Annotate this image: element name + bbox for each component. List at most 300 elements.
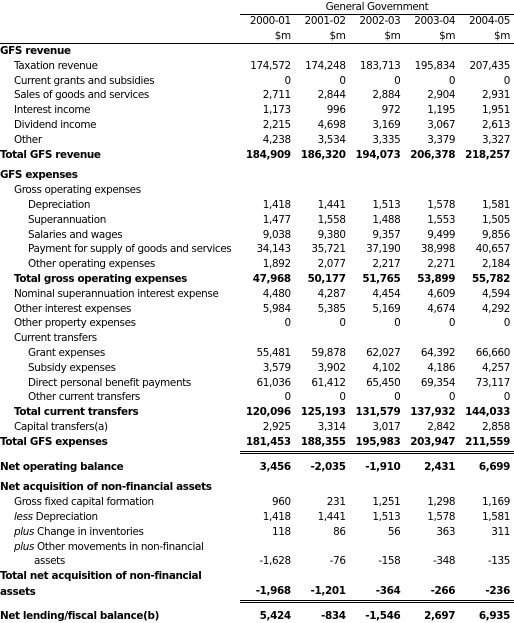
value-cell: -236 bbox=[459, 584, 514, 601]
value-cell: 3,902 bbox=[295, 361, 350, 376]
value-cell bbox=[295, 183, 350, 198]
value-cell bbox=[295, 331, 350, 346]
value-cell: 183,713 bbox=[350, 59, 405, 74]
value-cell: 188,355 bbox=[295, 435, 350, 452]
value-cell: 996 bbox=[295, 103, 350, 118]
row-label bbox=[0, 88, 240, 103]
table-row-total-current-transfers bbox=[0, 405, 514, 420]
value-cell: 4,480 bbox=[240, 287, 295, 302]
row-label bbox=[0, 148, 240, 163]
value-cell bbox=[350, 183, 405, 198]
value-cell: 1,581 bbox=[459, 198, 514, 213]
unit-header: $m bbox=[350, 28, 405, 44]
value-cell: 3,335 bbox=[350, 133, 405, 148]
row-label bbox=[0, 183, 240, 198]
table-row-total-gross-operating bbox=[0, 272, 514, 287]
row-label-text: Gross fixed capital formation bbox=[14, 496, 154, 508]
value-cell: 55,782 bbox=[459, 272, 514, 287]
value-cell: 37,190 bbox=[350, 242, 405, 257]
row-label-text: Gross operating expenses bbox=[14, 184, 141, 196]
row-label-text: Net lending/fiscal balance(b) bbox=[0, 610, 159, 622]
row-label-text: Dividend income bbox=[14, 119, 96, 131]
label-header bbox=[0, 14, 240, 28]
row-label-text: Total current transfers bbox=[14, 406, 138, 418]
value-cell: 9,499 bbox=[404, 228, 459, 243]
row-label bbox=[0, 480, 240, 495]
table-row-total-gfs-expenses bbox=[0, 435, 514, 452]
table-row-other-revenue bbox=[0, 133, 514, 148]
value-cell: 1,578 bbox=[404, 510, 459, 525]
row-label bbox=[0, 198, 240, 213]
value-cell bbox=[404, 569, 459, 584]
value-cell: 1,488 bbox=[350, 213, 405, 228]
value-cell: 181,453 bbox=[240, 435, 295, 452]
row-prefix: plus bbox=[14, 526, 34, 538]
value-cell bbox=[404, 480, 459, 495]
row-label bbox=[0, 168, 240, 183]
value-cell: 0 bbox=[459, 390, 514, 405]
year-header: 2004-05 bbox=[459, 14, 514, 28]
value-cell: -1,546 bbox=[350, 609, 405, 623]
row-label bbox=[0, 361, 240, 376]
value-cell: 6,699 bbox=[459, 460, 514, 475]
table-row-total-net-acq-assets bbox=[0, 584, 514, 601]
value-cell: 55,481 bbox=[240, 346, 295, 361]
year-header: 2001-02 bbox=[295, 14, 350, 28]
value-cell bbox=[295, 168, 350, 183]
value-cell bbox=[240, 540, 295, 555]
value-cell: -2,035 bbox=[295, 460, 350, 475]
value-cell: 69,354 bbox=[404, 376, 459, 391]
spacer-cell bbox=[350, 601, 405, 609]
value-cell: 206,378 bbox=[404, 148, 459, 163]
value-cell: 960 bbox=[240, 495, 295, 510]
value-cell bbox=[240, 331, 295, 346]
value-cell: -135 bbox=[459, 554, 514, 569]
value-cell: 0 bbox=[404, 390, 459, 405]
table-body bbox=[0, 44, 514, 623]
value-cell: 65,450 bbox=[350, 376, 405, 391]
spacer-cell bbox=[295, 601, 350, 609]
table-row-other-operating bbox=[0, 257, 514, 272]
value-cell: 59,878 bbox=[295, 346, 350, 361]
row-label-text: Other movements in non-financial bbox=[37, 541, 204, 553]
row-label bbox=[0, 460, 240, 475]
value-cell bbox=[404, 44, 459, 59]
row-label-text: Payment for supply of goods and services bbox=[28, 243, 231, 255]
value-cell: 218,257 bbox=[459, 148, 514, 163]
value-cell: 61,412 bbox=[295, 376, 350, 391]
value-cell: -1,628 bbox=[240, 554, 295, 569]
value-cell: 2,931 bbox=[459, 88, 514, 103]
gfs-table bbox=[0, 14, 514, 623]
table-row-plus-other-movements bbox=[0, 540, 514, 555]
value-cell: 4,674 bbox=[404, 302, 459, 317]
value-cell: 311 bbox=[459, 525, 514, 540]
value-cell: 1,418 bbox=[240, 198, 295, 213]
unit-header: $m bbox=[240, 28, 295, 44]
row-label bbox=[0, 554, 240, 569]
value-cell: 131,579 bbox=[350, 405, 405, 420]
value-cell bbox=[350, 331, 405, 346]
value-cell: 4,102 bbox=[350, 361, 405, 376]
row-label-text: Net operating balance bbox=[0, 461, 123, 473]
value-cell: 1,441 bbox=[295, 510, 350, 525]
value-cell: 1,505 bbox=[459, 213, 514, 228]
row-label bbox=[0, 272, 240, 287]
value-cell: 2,844 bbox=[295, 88, 350, 103]
row-label bbox=[0, 346, 240, 361]
row-label bbox=[0, 118, 240, 133]
value-cell bbox=[240, 480, 295, 495]
value-cell: 118 bbox=[240, 525, 295, 540]
value-cell: 1,578 bbox=[404, 198, 459, 213]
value-cell: 56 bbox=[350, 525, 405, 540]
value-cell: 0 bbox=[350, 390, 405, 405]
spacer-row bbox=[0, 601, 514, 609]
table-row-net-acquisition-heading bbox=[0, 480, 514, 495]
row-label-text: GFS expenses bbox=[0, 169, 78, 181]
value-cell: 51,765 bbox=[350, 272, 405, 287]
row-label bbox=[0, 74, 240, 89]
value-cell: 5,424 bbox=[240, 609, 295, 623]
value-cell: 0 bbox=[404, 74, 459, 89]
value-cell bbox=[459, 331, 514, 346]
year-header: 2002-03 bbox=[350, 14, 405, 28]
row-label bbox=[0, 405, 240, 420]
row-label bbox=[0, 420, 240, 435]
value-cell bbox=[404, 168, 459, 183]
value-cell bbox=[240, 44, 295, 59]
row-label-text: Current transfers bbox=[14, 332, 97, 344]
row-label bbox=[0, 435, 240, 452]
table-row-payment-supply bbox=[0, 242, 514, 257]
value-cell bbox=[459, 480, 514, 495]
value-cell: 4,698 bbox=[295, 118, 350, 133]
value-cell: 2,077 bbox=[295, 257, 350, 272]
row-label-text: Interest income bbox=[14, 104, 90, 116]
table-row-plus-inventories bbox=[0, 525, 514, 540]
value-cell: 144,033 bbox=[459, 405, 514, 420]
value-cell: 35,721 bbox=[295, 242, 350, 257]
value-cell: 3,169 bbox=[350, 118, 405, 133]
value-cell bbox=[350, 480, 405, 495]
value-cell bbox=[350, 168, 405, 183]
value-cell: 9,038 bbox=[240, 228, 295, 243]
table-row-current-grants bbox=[0, 74, 514, 89]
table-row-other-property bbox=[0, 316, 514, 331]
row-label bbox=[0, 584, 240, 601]
value-cell: 2,842 bbox=[404, 420, 459, 435]
table-row-taxation-revenue bbox=[0, 59, 514, 74]
value-cell: 3,456 bbox=[240, 460, 295, 475]
row-label bbox=[0, 257, 240, 272]
row-label bbox=[0, 569, 240, 584]
row-label-text: Capital transfers(a) bbox=[14, 421, 108, 433]
value-cell: 137,932 bbox=[404, 405, 459, 420]
row-label-text: Other operating expenses bbox=[28, 258, 155, 270]
table-row-gfs-expenses-heading bbox=[0, 168, 514, 183]
row-label bbox=[0, 609, 240, 623]
value-cell: 1,558 bbox=[295, 213, 350, 228]
group-header: General Government bbox=[240, 1, 514, 15]
value-cell: -1,201 bbox=[295, 584, 350, 601]
value-cell: 0 bbox=[295, 316, 350, 331]
value-cell: 64,392 bbox=[404, 346, 459, 361]
value-cell bbox=[240, 183, 295, 198]
row-label-text: Grant expenses bbox=[28, 347, 105, 359]
value-cell: 125,193 bbox=[295, 405, 350, 420]
table-row-dividend-income bbox=[0, 118, 514, 133]
value-cell: 6,935 bbox=[459, 609, 514, 623]
row-label-text: GFS revenue bbox=[0, 45, 71, 57]
value-cell: 0 bbox=[350, 74, 405, 89]
value-cell: 120,096 bbox=[240, 405, 295, 420]
table-row-gfs-revenue-heading bbox=[0, 44, 514, 59]
value-cell: 53,899 bbox=[404, 272, 459, 287]
value-cell: 1,892 bbox=[240, 257, 295, 272]
row-label bbox=[0, 510, 240, 525]
row-label bbox=[0, 540, 240, 555]
row-label bbox=[0, 331, 240, 346]
row-label-text: Other bbox=[14, 134, 42, 146]
value-cell bbox=[459, 44, 514, 59]
value-cell: 38,998 bbox=[404, 242, 459, 257]
row-prefix: less bbox=[14, 511, 33, 523]
value-cell: 1,195 bbox=[404, 103, 459, 118]
value-cell: 4,292 bbox=[459, 302, 514, 317]
row-label bbox=[0, 316, 240, 331]
year-header: 2003-04 bbox=[404, 14, 459, 28]
value-cell: 1,251 bbox=[350, 495, 405, 510]
value-cell bbox=[240, 569, 295, 584]
table-row-total-net-acq-heading bbox=[0, 569, 514, 584]
row-label bbox=[0, 525, 240, 540]
units-header-row bbox=[0, 28, 514, 44]
table-row-sales-goods-services bbox=[0, 88, 514, 103]
value-cell: -76 bbox=[295, 554, 350, 569]
row-label-text: Other property expenses bbox=[14, 317, 136, 329]
value-cell: 2,271 bbox=[404, 257, 459, 272]
value-cell: 1,951 bbox=[459, 103, 514, 118]
spacer-cell bbox=[404, 452, 459, 460]
table-row-gross-fixed-capital bbox=[0, 495, 514, 510]
table-row-interest-income bbox=[0, 103, 514, 118]
row-label-text: Total gross operating expenses bbox=[14, 273, 187, 285]
value-cell bbox=[350, 540, 405, 555]
table-row-gross-operating-heading bbox=[0, 183, 514, 198]
table-row-other-interest bbox=[0, 302, 514, 317]
value-cell: 2,925 bbox=[240, 420, 295, 435]
value-cell: 1,418 bbox=[240, 510, 295, 525]
table-row-other-current-transfers bbox=[0, 390, 514, 405]
value-cell: 3,534 bbox=[295, 133, 350, 148]
value-cell: 2,217 bbox=[350, 257, 405, 272]
value-cell: 1,553 bbox=[404, 213, 459, 228]
value-cell: 1,477 bbox=[240, 213, 295, 228]
value-cell bbox=[295, 540, 350, 555]
value-cell bbox=[459, 540, 514, 555]
value-cell: 50,177 bbox=[295, 272, 350, 287]
row-label bbox=[0, 376, 240, 391]
value-cell: 0 bbox=[404, 316, 459, 331]
value-cell: 363 bbox=[404, 525, 459, 540]
value-cell: 174,248 bbox=[295, 59, 350, 74]
value-cell: 0 bbox=[350, 316, 405, 331]
value-cell bbox=[350, 44, 405, 59]
value-cell: -364 bbox=[350, 584, 405, 601]
value-cell: 1,513 bbox=[350, 510, 405, 525]
row-label-text: Total GFS expenses bbox=[0, 436, 107, 448]
unit-header: $m bbox=[404, 28, 459, 44]
value-cell bbox=[240, 168, 295, 183]
value-cell: 40,657 bbox=[459, 242, 514, 257]
value-cell: 972 bbox=[350, 103, 405, 118]
table-row-direct-personal-benefit bbox=[0, 376, 514, 391]
value-cell: -266 bbox=[404, 584, 459, 601]
table-row-current-transfers-heading bbox=[0, 331, 514, 346]
value-cell: 1,173 bbox=[240, 103, 295, 118]
value-cell: 4,454 bbox=[350, 287, 405, 302]
row-label-text: Other current transfers bbox=[28, 391, 140, 403]
row-label bbox=[0, 213, 240, 228]
value-cell: 0 bbox=[240, 390, 295, 405]
spacer-cell bbox=[459, 452, 514, 460]
row-label bbox=[0, 302, 240, 317]
table-row-less-depreciation bbox=[0, 510, 514, 525]
value-cell: 2,613 bbox=[459, 118, 514, 133]
value-cell bbox=[459, 569, 514, 584]
value-cell: 0 bbox=[240, 74, 295, 89]
value-cell: 186,320 bbox=[295, 148, 350, 163]
value-cell: 2,884 bbox=[350, 88, 405, 103]
value-cell: 3,017 bbox=[350, 420, 405, 435]
value-cell: 62,027 bbox=[350, 346, 405, 361]
unit-header: $m bbox=[295, 28, 350, 44]
value-cell: 0 bbox=[459, 316, 514, 331]
row-label-text: Net acquisition of non-financial assets bbox=[0, 481, 212, 493]
value-cell: -834 bbox=[295, 609, 350, 623]
row-label-text: Other interest expenses bbox=[14, 303, 131, 315]
spacer-cell bbox=[240, 601, 295, 609]
row-prefix: plus bbox=[14, 541, 34, 553]
value-cell: 3,327 bbox=[459, 133, 514, 148]
spacer-cell bbox=[295, 452, 350, 460]
row-label bbox=[0, 103, 240, 118]
row-label bbox=[0, 44, 240, 59]
value-cell: 1,441 bbox=[295, 198, 350, 213]
value-cell: 1,581 bbox=[459, 510, 514, 525]
table-row-salaries-wages bbox=[0, 228, 514, 243]
row-label-text: Total net acquisition of non-financial bbox=[0, 570, 201, 582]
value-cell: 3,579 bbox=[240, 361, 295, 376]
value-cell bbox=[459, 168, 514, 183]
table-row-capital-transfers bbox=[0, 420, 514, 435]
row-label-text: Current grants and subsidies bbox=[14, 75, 154, 87]
value-cell: -158 bbox=[350, 554, 405, 569]
value-cell: 9,357 bbox=[350, 228, 405, 243]
value-cell: 9,380 bbox=[295, 228, 350, 243]
value-cell: 61,036 bbox=[240, 376, 295, 391]
row-label-text: Change in inventories bbox=[37, 526, 144, 538]
year-header-row bbox=[0, 14, 514, 28]
value-cell bbox=[295, 569, 350, 584]
spacer-cell bbox=[240, 452, 295, 460]
label-header bbox=[0, 28, 240, 44]
row-label bbox=[0, 228, 240, 243]
value-cell: 9,856 bbox=[459, 228, 514, 243]
value-cell bbox=[295, 480, 350, 495]
row-label bbox=[0, 133, 240, 148]
value-cell bbox=[404, 540, 459, 555]
value-cell: 4,594 bbox=[459, 287, 514, 302]
row-label-text: Taxation revenue bbox=[14, 60, 98, 72]
value-cell: 194,073 bbox=[350, 148, 405, 163]
spacer-cell bbox=[0, 452, 240, 460]
value-cell: 211,559 bbox=[459, 435, 514, 452]
table-row-total-gfs-revenue bbox=[0, 148, 514, 163]
spacer-cell bbox=[350, 452, 405, 460]
value-cell: 4,238 bbox=[240, 133, 295, 148]
value-cell: 5,984 bbox=[240, 302, 295, 317]
row-label-text: Superannuation bbox=[28, 214, 106, 226]
table-row-nominal-super-interest bbox=[0, 287, 514, 302]
row-label-text: assets bbox=[0, 586, 35, 598]
value-cell: -1,968 bbox=[240, 584, 295, 601]
value-cell: 2,184 bbox=[459, 257, 514, 272]
row-label-text: Subsidy expenses bbox=[28, 362, 116, 374]
row-label-text: Nominal superannuation interest expense bbox=[14, 288, 219, 300]
row-label bbox=[0, 495, 240, 510]
value-cell: 4,609 bbox=[404, 287, 459, 302]
value-cell: 4,287 bbox=[295, 287, 350, 302]
table-row-depreciation bbox=[0, 198, 514, 213]
value-cell: 184,909 bbox=[240, 148, 295, 163]
value-cell: 1,513 bbox=[350, 198, 405, 213]
value-cell: 86 bbox=[295, 525, 350, 540]
value-cell: 195,983 bbox=[350, 435, 405, 452]
value-cell: 2,858 bbox=[459, 420, 514, 435]
value-cell: 195,834 bbox=[404, 59, 459, 74]
value-cell: 2,711 bbox=[240, 88, 295, 103]
value-cell: 231 bbox=[295, 495, 350, 510]
row-label bbox=[0, 390, 240, 405]
value-cell: 207,435 bbox=[459, 59, 514, 74]
value-cell: 0 bbox=[240, 316, 295, 331]
row-label bbox=[0, 242, 240, 257]
value-cell: 203,947 bbox=[404, 435, 459, 452]
spacer-cell bbox=[459, 601, 514, 609]
value-cell: 2,697 bbox=[404, 609, 459, 623]
table-row-superannuation bbox=[0, 213, 514, 228]
value-cell: 0 bbox=[295, 74, 350, 89]
value-cell: 1,298 bbox=[404, 495, 459, 510]
value-cell: 2,215 bbox=[240, 118, 295, 133]
table-row-net-lending bbox=[0, 609, 514, 623]
value-cell: -348 bbox=[404, 554, 459, 569]
value-cell: 5,385 bbox=[295, 302, 350, 317]
table-row-subsidy-expenses bbox=[0, 361, 514, 376]
value-cell: 1,169 bbox=[459, 495, 514, 510]
value-cell: -1,910 bbox=[350, 460, 405, 475]
value-cell bbox=[350, 569, 405, 584]
value-cell: 73,117 bbox=[459, 376, 514, 391]
table-row-grant-expenses bbox=[0, 346, 514, 361]
year-header: 2000-01 bbox=[240, 14, 295, 28]
row-label-text: assets bbox=[34, 555, 65, 567]
row-label bbox=[0, 287, 240, 302]
value-cell: 2,904 bbox=[404, 88, 459, 103]
